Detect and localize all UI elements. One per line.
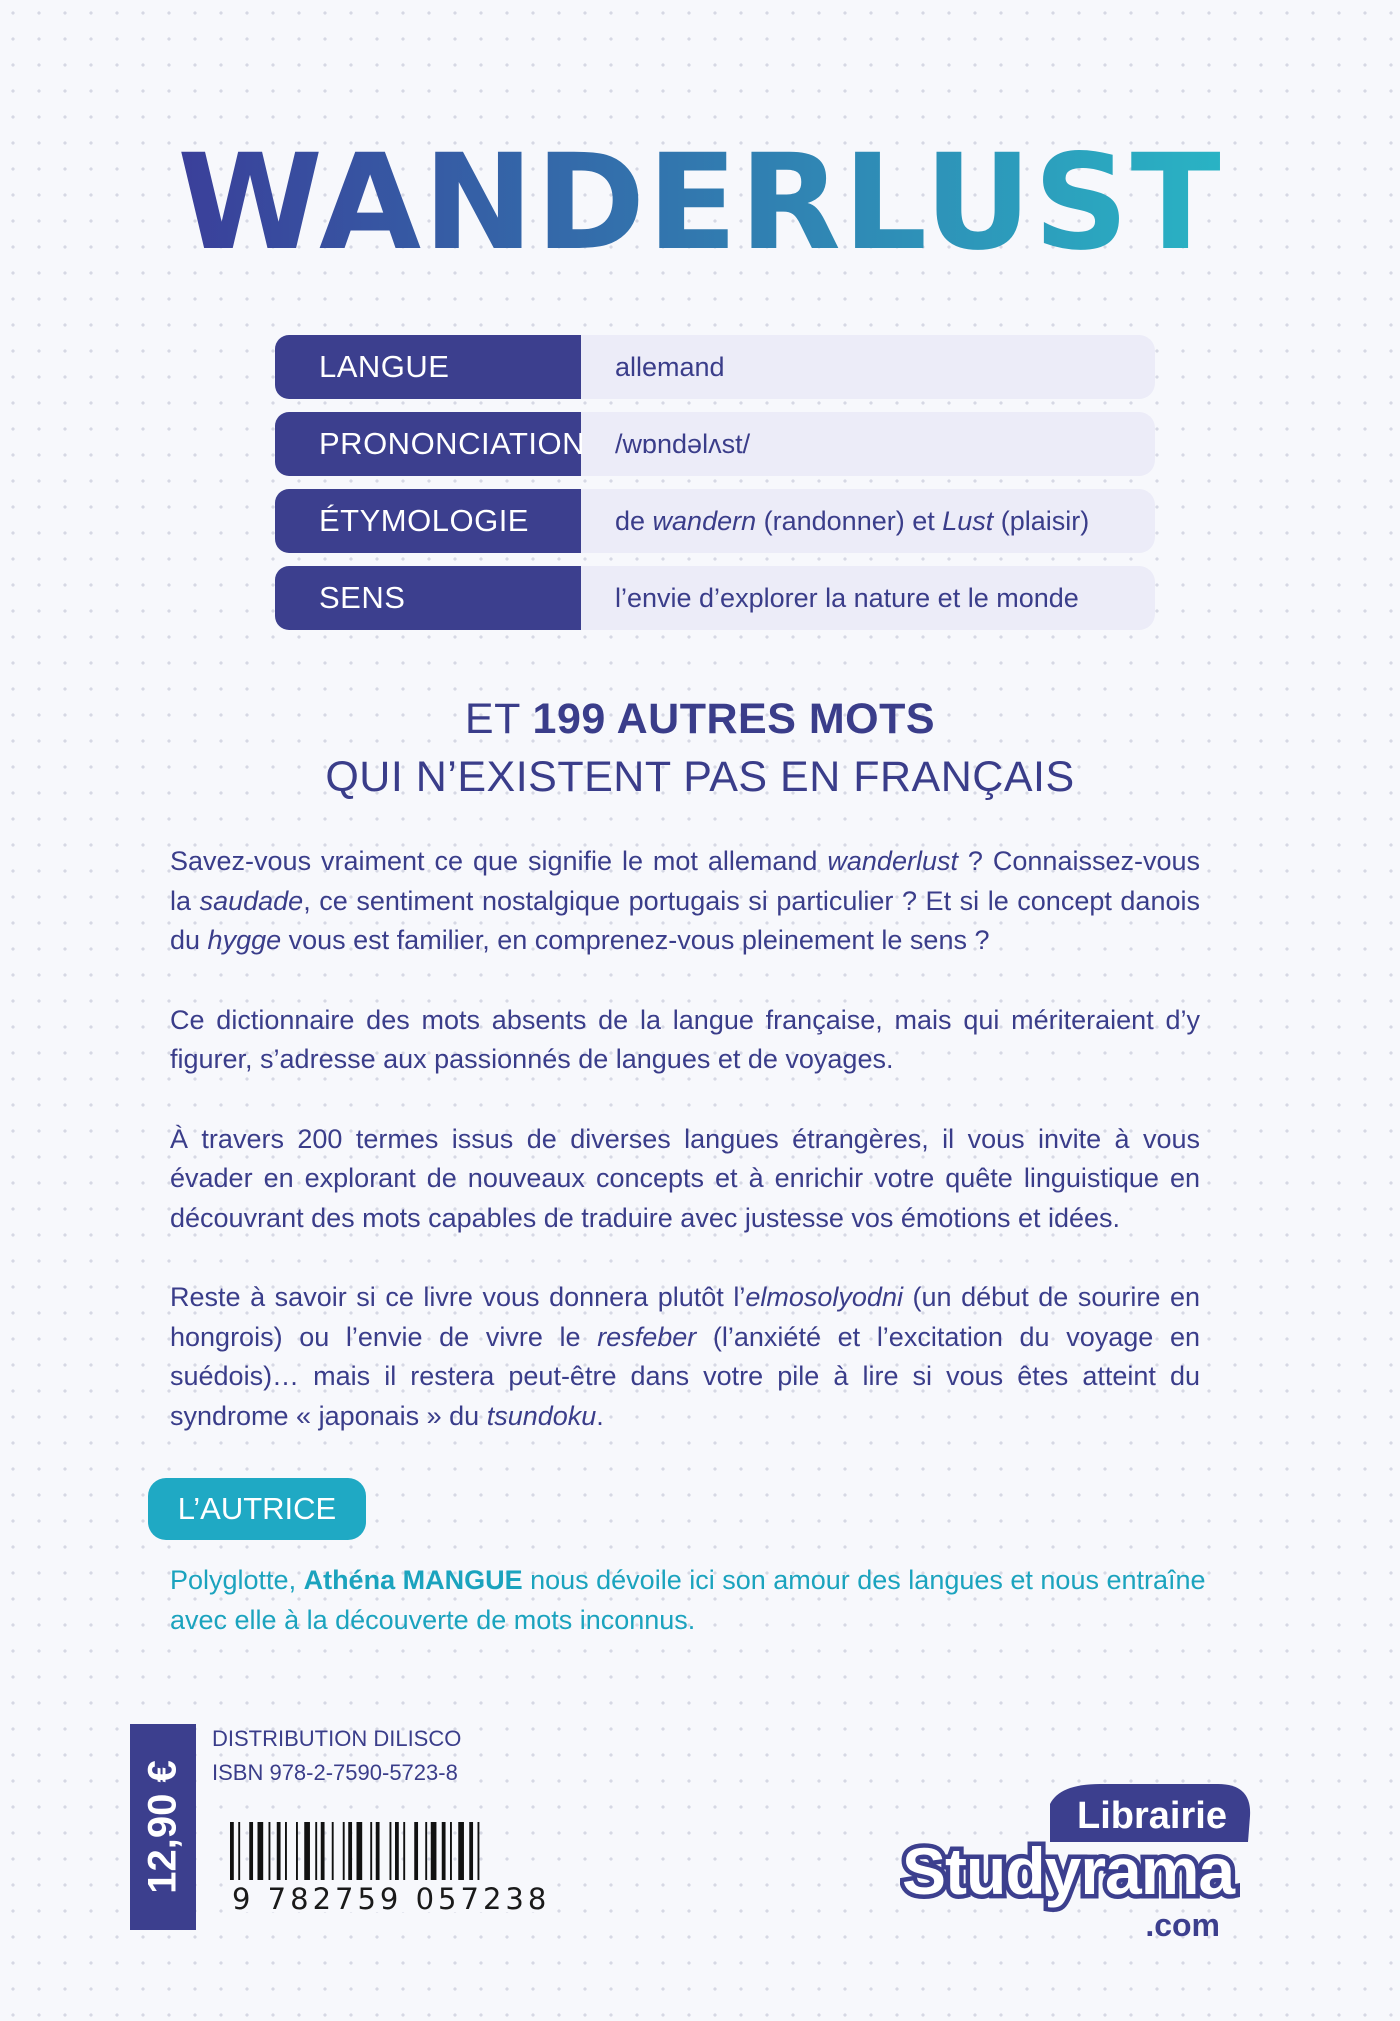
definition-label: ÉTYMOLOGIE [275,489,581,553]
distribution-info [212,1722,461,1790]
book-title-text: WANDERLUST [177,130,1223,280]
headline-bold: 199 AUTRES MOTS [532,695,936,743]
description-paragraph: À travers 200 termes issus de diverses langues étrangères, il vous invite à vous évader en explorant de nouveaux concepts et à enrichir votre quête linguistique en découvrant des mots capables de traduire avec justesse vos émotions et idées. [170,1123,1200,1233]
publisher-logo [900,1776,1260,1946]
definition-value: l’envie d’explorer la nature et le monde [615,583,1079,613]
definition-label: SENS [275,566,581,630]
definition-value: de wandern (randonner) et Lust (plaisir) [615,506,1090,536]
definition-label: LANGUE [275,335,581,399]
author-bio: Polyglotte, Athéna MANGUE nous dévoile ici son amour des langues et nous entraîne avec elle à la découverte de mots inconnus. [170,1565,1206,1635]
definition-row [275,566,1155,630]
definition-row [275,335,1155,399]
definition-table [275,335,1155,643]
price-tag [130,1724,196,1930]
author-name: Athéna MANGUE [303,1565,523,1595]
definition-row [275,489,1155,553]
description-paragraph: Ce dictionnaire des mots absents de la langue française, mais qui mériteraient d’y figurer, s’adresse aux passionnés de langues et de voyages. [170,1004,1200,1074]
isbn: ISBN 978-2-7590-5723-8 [212,1760,458,1785]
barcode-number: 9 782759 057238 [232,1882,551,1916]
book-title [0,130,1400,280]
author-badge: L’AUTRICE [148,1478,366,1540]
description-paragraph: Savez-vous vraiment ce que signifie le mot allemand wanderlust ? Connaissez-vous la saudade, ce sentiment nostalgique portugais si particulier ? Et si le concept danois du hygge vous est familier, en comprenez-vous pleinement le sens ? [170,846,1201,955]
headline-line2: QUI N’EXISTENT PAS EN FRANÇAIS [325,753,1075,801]
logo-sub-text: .com [1145,1907,1220,1943]
distribution: DISTRIBUTION DILISCO [212,1726,462,1751]
headline-prefix: ET [464,695,533,743]
headline [0,690,1400,806]
definition-value: /wɒndəlʌst/ [615,429,751,459]
description-paragraph: Reste à savoir si ce livre vous donnera plutôt l’elmosolyodni (un début de sourire en hongrois) ou l’envie de vivre le resfeber (l’anxiété et l’excitation du voyage en suédois)… mais il restera peut-être dans votre pile à lire si vous êtes atteint du syndrome « japonais » du tsundoku. [170,1282,1200,1431]
logo-top-text: Librairie [1077,1795,1227,1837]
definition-value: allemand [615,352,725,382]
description [170,842,1200,1476]
price-value: 12,90 € [140,1760,185,1894]
definition-label: PRONONCIATION [275,412,581,476]
logo-main-text: Studyrama [902,1834,1235,1908]
definition-row [275,412,1155,476]
